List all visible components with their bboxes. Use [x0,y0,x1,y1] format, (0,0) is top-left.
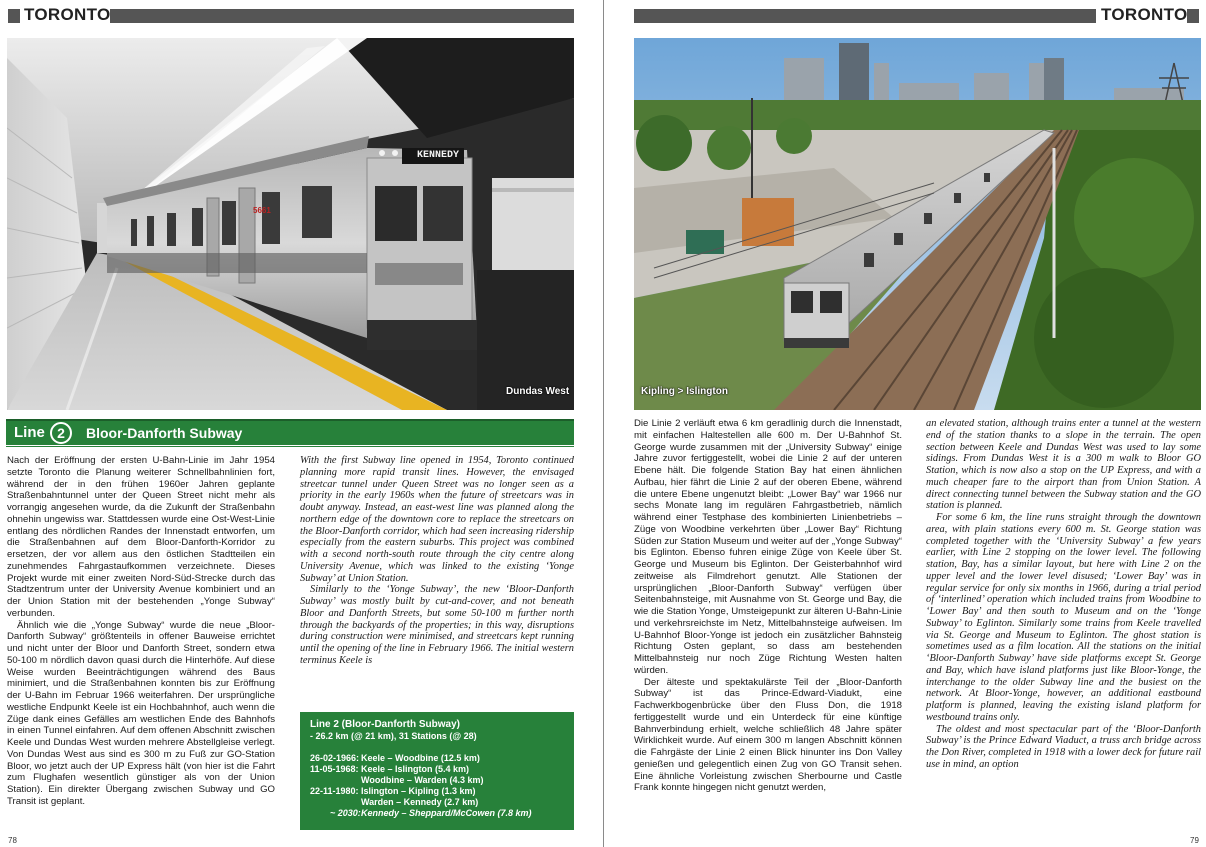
photo-caption: Kipling > Islington [641,386,728,397]
facts-date: 11-05-1968: [310,764,359,774]
facts-date: 26-02-1966: [310,753,360,763]
header-bar [110,9,574,23]
english-paragraph: The oldest and most spectacular part of the ‘Bloor-Danforth Subway’ is the Prince Edward Viaduct, a truss arch bridge across the Don River, completed in 1918 with a lower deck for future rail use in mind, an option [926,723,1201,770]
line-number-badge: 2 [50,422,72,444]
line-name: Bloor-Danforth Subway [86,425,243,441]
german-column [7,455,275,808]
facts-title: Line 2 (Bloor-Danforth Subway) [310,719,460,730]
train-destination-sign: KENNEDY [417,150,460,161]
station-photo [7,38,574,410]
german-paragraph: Der älteste und spektakulärste Teil der „Bloor-Danforth Subway“ ist das Prince-Edward-Viadukt, eine Fachwerkbogenbrücke über den Fluss Don, die 1918 fertiggestellt wurde und ein Unterdeck für eine künftige Bahnverbindung erhielt, welche schließlich 48 Jahre später Wirklichkeit wurde. Auf einem 300 m langen Abschnitt können die Fahrgäste der Linie 2 einen Blick hinunter ins Don Valley genießen und gelegentlich einen Zug von GO Transit sehen. Eine ähnliche Vorleistung zwischen Sherbourne und Castle Frank konnte hingegen nicht genutzt werden, [634,676,902,794]
facts-section: Islington – Kipling (1.3 km) [361,786,476,796]
german-column [634,418,902,794]
german-paragraph: Ähnlich wie die „Yonge Subway“ wurde die neue „Bloor-Danforth Subway“ größtenteils in offener Bauweise errichtet und nicht unter der Bloor und Danforth Street, sondern etwa 50-100 m nördlich davon quasi durch die Hinterhöfe. Auf diese Weise wurden Beeinträchtigungen während des Baus minimiert, und die Straßenbahnen konnten bis zur Eröffnung der U-Bahn im Februar 1966 weiterfahren. Der ursprüngliche westliche Endpunkt Keele ist ein Hochbahnhof, auch wenn die Züge dank eines Gefälles am westlichen Ende des Bahnhofs in einen Tunnel einfahren. Auf dem offenen Abschnitt zwischen Keele und Dundas West wurden mehrere Abstellgleise verlegt. Von Dundas West aus sind es 300 m zu Fuß zur GO-Station Bloor, wo jetzt auch der UP Express hält (von hier ist die Fahrt zum Flughafen wesentlich günstiger als von der Union Station). Ein direkter Übergang zwischen Subway und GO Transit ist geplant. [7,619,275,807]
english-column [300,455,574,667]
line-label: Line [14,424,45,441]
facts-section: Kennedy – Sheppard/McCowen (7.8 km) [361,808,532,818]
english-paragraph: an elevated station, although trains enter a tunnel at the western end of the station thanks to a slope in the terrain. The open section between Keele and Dundas West was used to lay some sidings. From Dundas West it is a 300 m walk to Bloor GO Station, which is now also a stop on the UP Express, and with a much cheaper fare to the airport than from Union Station. A direct connecting tunnel between the Subway station and the GO station is planned. [926,418,1201,512]
facts-date: ~ 2030: [330,808,361,818]
train-number: 5661 [253,206,271,215]
english-column [926,418,1201,771]
german-paragraph: Nach der Eröffnung der ersten U-Bahn-Linie im Jahr 1954 setzte Toronto die Planung weiterer Schnellbahnlinien fort, während der in den frühen 1960er Jahren geplante Straßenbahntunnel unter der Queen Street nicht mehr als vorrangig angesehen wurde, da die Zukunft der Straßenbahn ohnehin ungewiss war. Stattdessen wurde eine Ost-West-Linie entlang des nördlichen Randes der Innenstadt entworfen, um die Straßenbahnen auf dem Bloor-Danforth-Korridor zu ersetzen, der vor allem aus den östlichen Stadtteilen ein zunehmendes Fahrgastaufkommen verzeichnete. Dieses Projekt wurde mit einer zweiten Nord-Süd-Strecke durch das Stadtzentrum unter der University Avenue kombiniert und an der Union Station mit der bestehenden „Yonge Subway“ verbunden. [7,455,275,619]
header-title: TORONTO [24,5,111,24]
english-paragraph: With the first Subway line opened in 1954, Toronto continued planning more rapid transit lines. However, the envisaged streetcar tunnel under Queen Street was no longer seen as a priority in the early 1960s when the future of streetcars was in doubt anyway. Instead, an east-west line was planned along the northern edge of the downtown core to replace the streetcars on the Bloor-Danforth corridor, which had seen increasing ridership especially from the eastern suburbs. This project was combined with a second north-south route through the city centre along University Avenue, which was linked to the existing ‘Yonge Subway’ at Union Station. [300,455,574,584]
outdoor-photo [634,38,1201,410]
facts-section: Woodbine – Warden (4.3 km) [361,775,484,785]
subway-station-illustration [7,38,574,410]
header-bar [634,9,1096,23]
header-title: TORONTO [1101,5,1188,24]
elevated-line-illustration [634,38,1201,410]
header-marker [1187,9,1199,23]
line-heading-band [6,419,574,445]
english-paragraph: Similarly to the ‘Yonge Subway’, the new ‘Bloor-Danforth Subway’ was mostly built by cut-and-cover, and not beneath Bloor and Danforth Streets, but some 50-100 m further north through the backyards of the properties; in this way, disruptions during construction were minimised, and streetcars kept running until the opening of the line in February 1966. The initial western terminus Keele is [300,584,574,666]
german-paragraph: Die Linie 2 verläuft etwa 6 km geradlinig durch die Innenstadt, mit einfachen Haltestellen alle 600 m. Der U-Bahnhof St. George wurde zusammen mit der „University Subway“ einige Jahre zuvor fertiggestellt, wobei die Linie 2 auf der unteren Ebene hält. Die folgende Station Bay hat einen ähnlichen Aufbau, hier fährt die Linie 2 auf der oberen Ebene, während die untere Ebene ungenutzt bleibt: „Lower Bay“ war 1966 nur sechs Monate lang im regulären Fahrgastbetrieb, nämlich während einer Testphase des kombinierten Linienbetriebs – Züge von Woodbine verkehrten über „Lower Bay“ Richtung Süden zur Station Museum und weiter auf der „Yonge Subway“ bis Eglinton. Ebenso fuhren einige Züge von Keele über St. George und Museum bis Eglinton. Der Geisterbahnhof wird zeitweise als Filmdrehort genutzt. Alle Stationen der ursprünglichen „Bloor-Danforth Subway“ verfügen über Seitenbahnsteige, mit Ausnahme von St. George und Bay, die wie die Station Yonge, Umsteigepunkt zur älteren U-Bahn-Linie und verkehrsreichste im Netz, Mittelbahnsteige aufweisen. Im U-Bahnhof Bloor-Yonge ist jedoch ein zusätzlicher Bahnsteig Richtung Osten geplant, so dass am bestehenden Mittelbahnsteig nur noch Züge Richtung Westen halten würden. [634,418,902,676]
facts-section: Keele – Islington (5.4 km) [361,764,470,774]
page-number: 79 [1190,836,1199,845]
facts-subtitle: - 26.2 km (@ 21 km), 31 Stations (@ 28) [310,731,477,741]
heading-rule [6,446,574,447]
facts-section: Keele – Woodbine (12.5 km) [361,753,480,763]
right-page [603,0,1206,847]
page-number: 78 [8,836,17,845]
facts-date: 22-11-1980: [310,786,359,796]
english-paragraph: For some 6 km, the line runs straight through the downtown area, with plain stations every 600 m. St. George station was completed together with the ‘University Subway’ a few years earlier, with Line 2 stopping on the lower level. The following station, Bay, has a similar layout, but here with Line 2 on the upper level and the lower level disused; ‘Lower Bay’ was in regular service for only six months in 1966, during a trial period of ‘interlined’ operation which included trains from Woodbine to ‘Lower Bay’ and then south to Museum and on the ‘Yonge Subway’ to Eglinton. Similarly some trains from Keele travelled via St. George and Museum to Eglinton. The ghost station is sometimes used as a film location. All the stations on the initial ‘Bloor-Danforth Subway’ have side platforms except St. George and Bay, which have island platforms just like Bloor-Yonge, the interchange to the older Subway line and the busiest on the network. At Bloor-Yonge, however, an additional eastbound platform is planned, leaving the existing island platform for westbound trains only. [926,512,1201,723]
header-marker [8,9,20,23]
facts-section: Warden – Kennedy (2.7 km) [361,797,479,807]
photo-caption: Dundas West [506,386,570,397]
line-facts-box [300,712,574,830]
